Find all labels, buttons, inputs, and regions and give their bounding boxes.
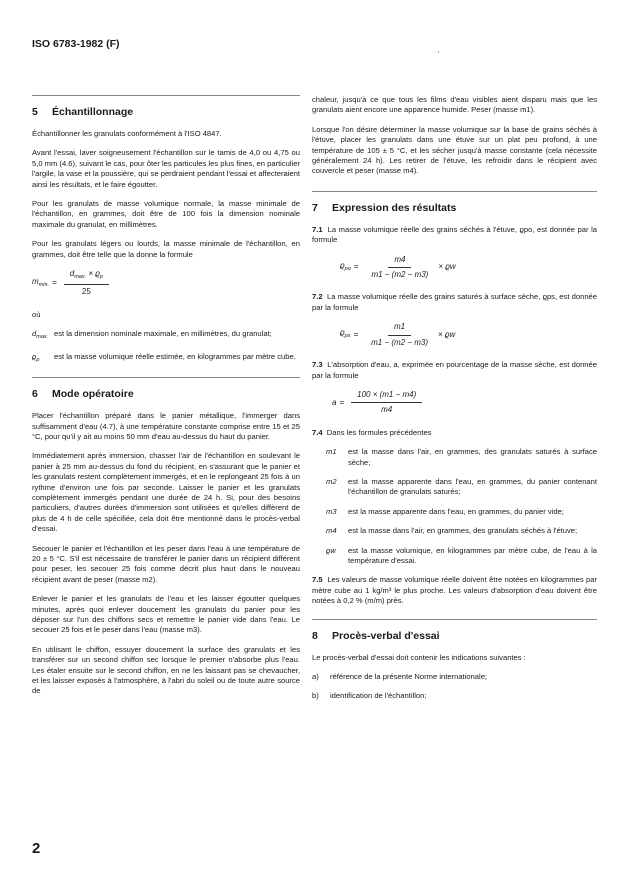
section-number: 5 — [32, 106, 38, 118]
clause-7-2: 7.2 La masse volumique réelle des grains saturés à surface sèche, ϱps, est donnée par la formule — [312, 292, 597, 312]
clause-7-4: 7.4 Dans les formules précédentes — [312, 427, 432, 437]
paragraph: Immédiatement après immersion, chasser l'air de l'échantillon en soulevant le panier à 25 mm au-dessus du fond du récipient, en s'assurant que le panier et les granulats restent complètement immergés, et en le replongeant 25 fois à un rythme d'environ une fois par seconde. Laisser le panier et les granulats complètement immergés pendant une durée de 24 h. Si, pour des besoins particuliers, d'autres durées d'immersion sont utilisées et qu'elles diffèrent de plus de 4 h de celle spécifiée, cela doit être mentionné dans le procès-verbal d'essai. — [32, 451, 300, 534]
document-header: ISO 6783-1982 (F) — [32, 38, 120, 50]
clause-7-1: 7.1 La masse volumique réelle des grains séchés à l'étuve, ϱpo, est donnée par la formule — [312, 224, 597, 245]
paragraph: chaleur, jusqu'à ce que tous les films d'eau visibles aient disparu mais que les granulats aient encore une apparence humide. Peser (masse m1). — [312, 95, 597, 115]
paragraph: Le procès-verbal d'essai doit contenir les indications suivantes : — [312, 652, 526, 662]
definition-item: $ϱ_p$ est la masse volumique réelle estimée, en kilogrammes par mètre cube. — [32, 351, 296, 363]
definition-item: m3 est la masse apparente dans l'eau, en grammes, du panier vide; — [326, 506, 564, 516]
right-column — [312, 95, 597, 711]
definition-item: m2 est la masse apparente dans l'eau, en grammes, du panier contenant l'échantillon de granulats saturés; — [326, 476, 597, 497]
paragraph: Pour les granulats légers ou lourds, la masse minimale de l'échantillon, en grammes, doit être telle que la donne la formule — [32, 239, 300, 259]
definition-item: ϱw est la masse volumique, en kilogrammes par mètre cube, de l'eau à la température d'essai. — [326, 545, 597, 565]
formula-fraction: $\frac{d_{max.} \times ϱ_p}{25}$ — [64, 269, 109, 298]
paragraph: En utilisant le chiffon, essuyer doucement la surface des granulats et les transférer sur un second chiffon sec lorsque le premier n'absorbe plus l'eau. Les étaler ensuite sur le second chiffon, en ne les laissant pas se chevaucher, et les laisser exposés à l'atmosphère, à l'abri du soleil ou de toute autre source de — [32, 644, 300, 696]
page-number: 2 — [32, 840, 41, 857]
formula-lhs: $m_{min.}$ — [32, 276, 50, 288]
paragraph: Placer l'échantillon préparé dans le panier métallique, l'immerger dans suffisamment d'eau (4.7), à une température constante comprise entre 15 et 25 °C, pour qu'il y ait au moins 50 mm d'eau au-dessus du haut du panier. — [32, 411, 300, 441]
section-6-heading: 6 Mode opératoire — [32, 388, 134, 401]
section-8-heading: 8 Procès-verbal d'essai — [312, 629, 440, 642]
section-divider — [32, 95, 300, 96]
section-5-heading — [32, 106, 300, 119]
definitions-list — [312, 447, 597, 566]
stray-mark: ' — [438, 50, 440, 59]
section-divider — [312, 619, 597, 620]
paragraph: Lorsque l'on désire déterminer la masse volumique sur la base de grains séchés à l'étuve, placer les granulats dans une étuve sur un plat peu profond, à une température de 105 ± 5 °C, et les sécher jusqu'à masse constante (cela nécessite généralement 24 h). Les retirer de l'étuve, les refroidir dans le récipient avec couvercle et peser (masse m4). — [312, 124, 597, 176]
paragraph: Secouer le panier et l'échantillon et les peser dans l'eau à une température de 20 ± 5 °C. S'il est nécessaire de transférer le panier dans un récipient différent pour peser, les secouer 25 fois comme décrit plus haut dans le nouveau récipient avant de peser (masse m2). — [32, 543, 300, 584]
section-divider — [312, 191, 597, 192]
section-7-heading: 7 Expression des résultats — [312, 201, 457, 214]
section-divider — [32, 377, 300, 378]
list-item: b) identification de l'échantillon; — [312, 691, 427, 701]
definition-item: m4 est la masse dans l'air, en grammes, des granulats séchés à l'étuve; — [326, 526, 578, 536]
list-item: a) référence de la présente Norme internationale; — [312, 672, 488, 681]
paragraph: Pour les granulats de masse volumique normale, la masse minimale de l'échantillon, en grammes, doit être de 100 fois la dimension nominale maximale du granulat, en millimètres. — [32, 199, 300, 229]
formula-absorption: a = $\frac{100 \times (m1 - m4)}{m4}$ — [332, 390, 597, 416]
paragraph: où — [32, 309, 41, 319]
section-title: Échantillonnage — [52, 106, 134, 118]
paragraph: Avant l'essai, laver soigneusement l'échantillon sur le tamis de 4,0 ou 4,75 ou 5,0 mm (4.6), suivant le cas, pour ôter les particules les plus fines, en particulier l'argile, la vase et la poussière, qui se perdraient pendant l'essai et affecteraient ainsi les résultats, et le faire égoutter. — [32, 148, 301, 189]
paragraph: Enlever le panier et les granulats de l'eau et les laisser égoutter quelques minutes, après quoi enlever doucement les granulats du panier pour les déposer sur l'un des chiffons secs et remettre le panier vide dans l'eau. Le secouer 25 fois et le peser dans l'eau (masse m3). — [32, 594, 300, 635]
definition-item: $d_{max.}$ est la dimension nominale maximale, en millimètres, du granulat; — [32, 329, 272, 341]
definition-item: m1 est la masse dans l'air, en grammes, des granulats saturés à surface sèche; — [326, 447, 597, 467]
clause-7-3: 7.3 L'absorption d'eau, a, exprimée en pourcentage de la masse sèche, est donnée par la formule — [312, 360, 597, 380]
paragraph: Échantillonner les granulats conformément à l'ISO 4847. — [32, 129, 222, 138]
left-column — [32, 95, 300, 706]
formula-rho-po: $ϱ_{po}$ = $\frac{m4}{m1 - (m2 - m3)}$ × ϱw — [340, 254, 456, 280]
formula-mmin — [32, 269, 300, 298]
formula-eq: = — [52, 278, 57, 288]
clause-7-5: 7.5 Les valeurs de masse volumique réelle doivent être notées en kilogrammes par mètre cube au 1 kg/m³ le plus proche. Les valeurs d'absorption d'eau doivent être notées à 0,2 % (m/m) près. — [312, 575, 597, 606]
formula-rho-ps: $ϱ_{ps}$ = $\frac{m1}{m1 - (m2 - m3)}$ × ϱw — [340, 322, 456, 347]
